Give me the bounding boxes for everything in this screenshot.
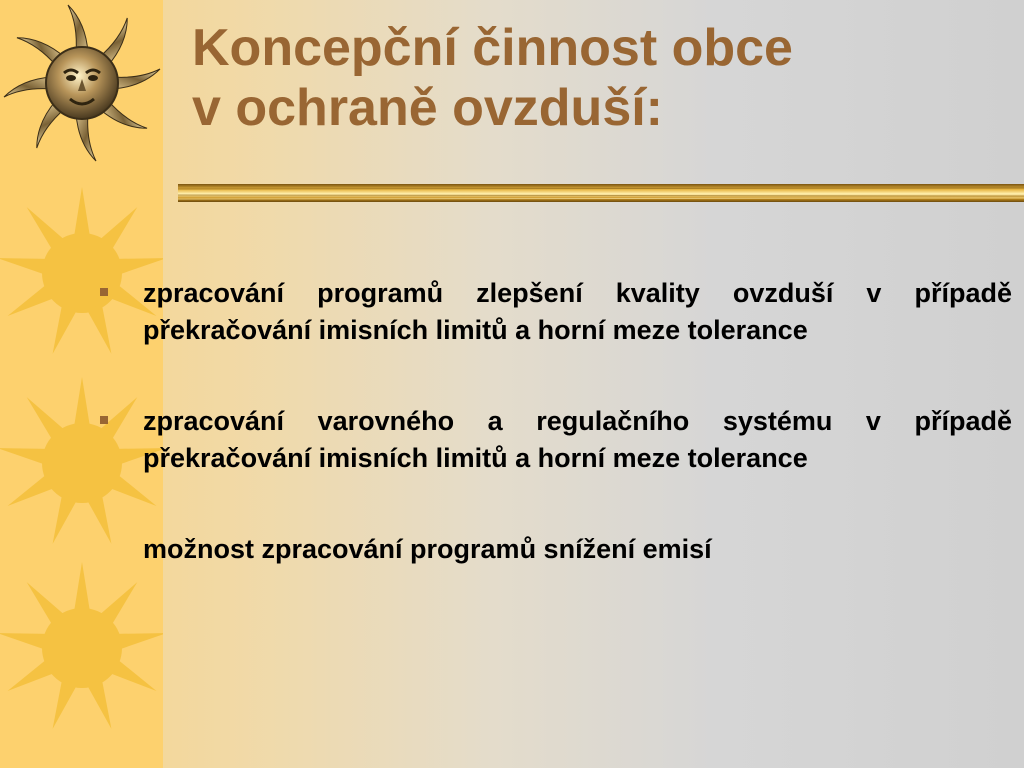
square-bullet-icon xyxy=(100,416,108,424)
sun-face-icon xyxy=(0,0,163,173)
slide-title xyxy=(192,18,793,138)
slide-title-line-2: v ochraně ovzduší: xyxy=(192,79,663,137)
body-line xyxy=(100,531,1012,568)
bullet-item xyxy=(100,403,1012,477)
square-bullet-icon xyxy=(100,288,108,296)
body-line-text: možnost zpracování programů snížení emisí xyxy=(143,534,712,564)
title-divider-rule xyxy=(178,182,1024,204)
slide-body xyxy=(100,275,1012,622)
bullet-item xyxy=(100,275,1012,349)
bullet-text: zpracování varovného a regulačního systému v případě překračování imisních limitů a horní meze tolerance xyxy=(143,406,1012,473)
bullet-text: zpracování programů zlepšení kvality ovzduší v případě překračování imisních limitů a horní meze tolerance xyxy=(143,278,1012,345)
slide-title-line-1: Koncepční činnost obce xyxy=(192,19,793,77)
